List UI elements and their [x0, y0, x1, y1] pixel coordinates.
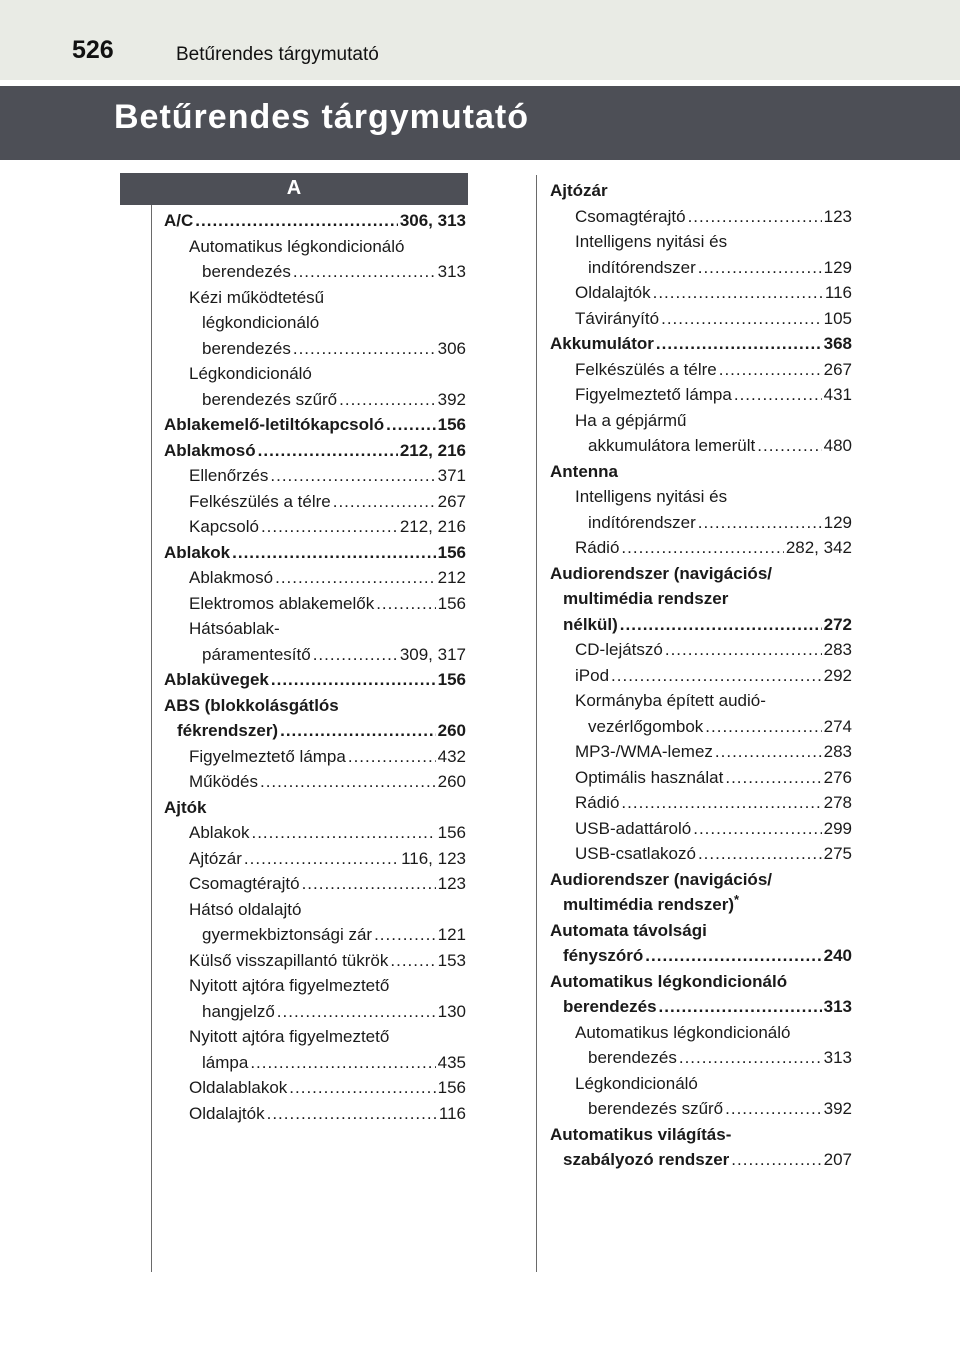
index-entry: [164, 514, 466, 540]
page-reference[interactable]: 480: [823, 436, 852, 455]
index-entry: [164, 718, 466, 744]
index-entry: [550, 229, 852, 255]
page-reference[interactable]: 129: [823, 512, 852, 532]
index-entry: [164, 285, 466, 311]
index-term: Ellenőrzés: [189, 466, 269, 485]
index-term: Kapcsoló: [189, 517, 259, 536]
index-term: Oldalajtók: [575, 283, 651, 302]
index-entry: [164, 1101, 466, 1127]
dot-leader: [715, 739, 822, 765]
index-entry: [164, 642, 466, 668]
dot-leader: [734, 382, 822, 408]
page-reference[interactable]: 306: [437, 338, 466, 358]
index-term: Optimális használat: [575, 767, 724, 787]
index-entry: [550, 535, 852, 561]
index-entry: [550, 918, 852, 944]
index-term: Elektromos ablakemelők: [189, 593, 375, 613]
page-reference[interactable]: 212, 216: [399, 517, 466, 536]
index-entry: [550, 1071, 852, 1097]
page-reference[interactable]: 212, 216: [399, 440, 466, 460]
index-term: Kézi működtetésű: [189, 287, 325, 307]
index-term: Kormányba épített audió-: [575, 691, 766, 710]
dot-leader: [244, 846, 399, 872]
dot-leader: [195, 208, 398, 234]
index-entry: [164, 795, 466, 821]
dot-leader: [374, 922, 436, 948]
index-entry: [550, 637, 852, 663]
index-term: Akkumulátor: [550, 334, 654, 353]
index-entry: [164, 234, 466, 260]
index-entry: [164, 259, 466, 285]
page-reference[interactable]: 260: [437, 772, 466, 791]
index-term: Légkondicionáló: [575, 1073, 698, 1093]
index-entry: [164, 310, 466, 336]
page-reference[interactable]: 267: [823, 359, 852, 379]
index-entry: [164, 667, 466, 693]
index-term: Rádió: [575, 793, 620, 812]
index-term: légkondicionáló: [202, 313, 320, 332]
index-entry: [164, 1075, 466, 1101]
dot-leader: [293, 336, 436, 362]
index-term: Külső visszapillantó tükrök: [189, 950, 389, 970]
index-entry: [550, 255, 852, 281]
index-column-right: [550, 178, 852, 1173]
page-reference[interactable]: 282, 342: [785, 538, 852, 557]
index-term: Ablakok: [164, 542, 231, 562]
index-term: fényszóró: [563, 946, 644, 965]
page-reference[interactable]: 267: [437, 491, 466, 511]
page-reference[interactable]: 435: [437, 1052, 466, 1072]
index-term: Csomagtérajtó: [189, 874, 300, 893]
index-entry: [164, 361, 466, 387]
index-term: berendezés: [588, 1048, 677, 1067]
dot-leader: [705, 714, 821, 740]
index-term: berendezés szűrő: [588, 1099, 724, 1118]
dot-leader: [275, 565, 436, 591]
index-term: berendezés: [563, 997, 657, 1016]
index-entry: [550, 612, 852, 638]
index-entry: [550, 459, 852, 485]
index-term: Oldalajtók: [189, 1103, 265, 1123]
index-column-left: [164, 208, 466, 1126]
dot-leader: [258, 438, 398, 464]
index-term: Rádió: [575, 538, 620, 557]
page-reference[interactable]: 121: [437, 925, 466, 944]
index-entry: [550, 1147, 852, 1173]
page-reference[interactable]: 313: [437, 262, 466, 281]
page-reference[interactable]: 313: [823, 997, 852, 1016]
page-reference[interactable]: 368: [823, 334, 852, 353]
index-term: Audiorendszer (navigációs/: [550, 869, 772, 889]
dot-leader: [693, 816, 821, 842]
page-reference[interactable]: 392: [437, 389, 466, 409]
dot-leader: [261, 514, 398, 540]
index-entry: [164, 616, 466, 642]
index-entry: [164, 693, 466, 719]
page-reference[interactable]: 123: [437, 874, 466, 893]
dot-leader: [333, 489, 436, 515]
index-term: Működés: [189, 772, 258, 791]
index-entry: [164, 820, 466, 846]
index-term: Távirányító: [575, 308, 660, 328]
page-reference[interactable]: 371: [437, 466, 466, 485]
index-entry: [550, 790, 852, 816]
index-entry: [164, 438, 466, 464]
index-term: multimédia rendszer: [563, 589, 729, 608]
page-reference[interactable]: 313: [823, 1048, 852, 1067]
page-reference[interactable]: 283: [823, 742, 852, 761]
page-reference[interactable]: 129: [823, 257, 852, 277]
index-term: Intelligens nyitási és: [575, 232, 728, 251]
index-term: berendezés: [202, 338, 291, 358]
index-term: Figyelmeztető lámpa: [189, 746, 346, 766]
index-term: Ablakok: [189, 823, 250, 842]
page-reference[interactable]: 207: [823, 1150, 852, 1169]
index-entry: [550, 765, 852, 791]
index-term: Ajtózár: [189, 848, 242, 868]
index-term: berendezés szűrő: [202, 389, 338, 409]
dot-leader: [293, 259, 436, 285]
dot-leader: [698, 255, 822, 281]
dot-leader: [267, 1101, 437, 1127]
footnote-asterisk: *: [734, 892, 740, 907]
page-reference[interactable]: 240: [823, 946, 852, 965]
running-head: Betűrendes tárgymutató: [176, 44, 379, 65]
index-term: Nyitott ajtóra figyelmeztető: [189, 1027, 390, 1046]
index-entry: [550, 663, 852, 689]
index-entry: [550, 280, 852, 306]
dot-leader: [645, 943, 821, 969]
index-term: akkumulátora lemerült: [588, 436, 756, 455]
index-term: Felkészülés a télre: [575, 359, 717, 379]
dot-leader: [280, 718, 436, 744]
index-term: berendezés: [202, 262, 291, 281]
index-term: Automatikus légkondicionáló: [189, 236, 405, 256]
index-term: MP3-/WMA-lemez: [575, 742, 713, 761]
page-reference[interactable]: 283: [823, 640, 852, 659]
index-term: Antenna: [550, 461, 618, 481]
index-term: Intelligens nyitási és: [575, 487, 728, 506]
index-term: ABS (blokkolásgátlós: [164, 695, 339, 715]
index-term: Csomagtérajtó: [575, 206, 686, 226]
page-reference[interactable]: 392: [823, 1099, 852, 1118]
index-term: hangjelző: [202, 1001, 275, 1021]
dot-leader: [757, 433, 821, 459]
dot-leader: [270, 463, 435, 489]
index-term: Ablakmosó: [164, 440, 256, 460]
page-reference[interactable]: 156: [437, 823, 466, 842]
dot-leader: [620, 612, 822, 638]
index-entry: [164, 489, 466, 515]
index-entry: [164, 769, 466, 795]
dot-leader: [611, 663, 822, 689]
index-term: Ablakemelő-letiltókapcsoló: [164, 415, 385, 434]
page-reference[interactable]: 156: [437, 542, 466, 562]
page-reference[interactable]: 116, 123: [401, 848, 466, 868]
index-term: Automatikus légkondicionáló: [550, 971, 788, 991]
page-number: 526: [72, 36, 114, 64]
index-entry: [550, 969, 852, 995]
index-entry: [164, 387, 466, 413]
title-band: [0, 86, 960, 160]
dot-leader: [698, 510, 822, 536]
index-entry: [164, 846, 466, 872]
page-reference[interactable]: 105: [823, 308, 852, 328]
index-term: Hátsó oldalajtó: [189, 899, 302, 919]
index-entry: [164, 336, 466, 362]
page-reference[interactable]: 275: [823, 844, 852, 863]
section-letter-header: A: [120, 173, 468, 205]
dot-leader: [271, 667, 436, 693]
index-entry: [550, 994, 852, 1020]
page-reference[interactable]: 156: [437, 415, 466, 434]
dot-leader: [277, 999, 436, 1025]
column-divider-rule: [536, 175, 537, 1272]
index-entry: [164, 999, 466, 1025]
index-entry: [164, 412, 466, 438]
index-entry: [550, 841, 852, 867]
index-term: A/C: [164, 211, 194, 230]
index-entry: [164, 871, 466, 897]
dot-leader: [659, 994, 822, 1020]
page-reference[interactable]: 130: [437, 1001, 466, 1021]
index-term: fékrendszer): [177, 721, 279, 740]
page-reference[interactable]: 309, 317: [399, 644, 466, 664]
index-term: lámpa: [202, 1052, 249, 1072]
page-reference[interactable]: 260: [437, 721, 466, 740]
index-entry: [550, 943, 852, 969]
dot-leader: [653, 280, 823, 306]
page-reference[interactable]: 153: [437, 950, 466, 970]
index-entry: [164, 922, 466, 948]
index-entry: [550, 331, 852, 357]
dot-leader: [656, 331, 822, 357]
index-term: Ablakmosó: [189, 568, 274, 587]
page-reference[interactable]: 278: [823, 793, 852, 812]
index-term: Nyitott ajtóra figyelmeztető: [189, 976, 390, 995]
page-title: Betűrendes tárgymutató: [114, 98, 529, 136]
page-reference[interactable]: 299: [823, 818, 852, 838]
page-reference[interactable]: 212: [437, 568, 466, 587]
dot-leader: [679, 1045, 822, 1071]
index-entry: [164, 744, 466, 770]
index-entry: [550, 739, 852, 765]
page-reference[interactable]: 306, 313: [399, 211, 466, 230]
index-entry: [550, 433, 852, 459]
index-term: Oldalablakok: [189, 1078, 288, 1097]
index-term: Figyelmeztető lámpa: [575, 385, 732, 404]
index-entry: [550, 1045, 852, 1071]
index-term: vezérlőgombok: [588, 716, 704, 736]
dot-leader: [313, 642, 398, 668]
page-reference[interactable]: 116: [438, 1103, 466, 1123]
index-term: nélkül): [563, 614, 618, 634]
index-term: CD-lejátszó: [575, 640, 663, 659]
page-reference[interactable]: 274: [823, 716, 852, 736]
index-term: indítórendszer: [588, 257, 696, 277]
left-margin-rule: [151, 175, 152, 1272]
page-reference[interactable]: 156: [437, 670, 466, 689]
index-term: Audiorendszer (navigációs/: [550, 563, 772, 583]
index-entry: [550, 714, 852, 740]
index-term: USB-adattároló: [575, 818, 692, 838]
index-entry: [550, 892, 852, 918]
header-strip: [0, 0, 960, 80]
index-entry: [550, 510, 852, 536]
page-reference[interactable]: 123: [823, 206, 852, 226]
dot-leader: [302, 871, 436, 897]
index-term: Ablaküvegek: [164, 670, 269, 689]
index-entry: [164, 1050, 466, 1076]
index-term: indítórendszer: [588, 512, 696, 532]
index-term: Légkondicionáló: [189, 364, 312, 383]
dot-leader: [250, 1050, 435, 1076]
index-entry: [550, 204, 852, 230]
dot-leader: [698, 841, 822, 867]
index-entry: [550, 561, 852, 587]
dot-leader: [731, 1147, 821, 1173]
index-entry: [164, 208, 466, 234]
dot-leader: [661, 306, 822, 332]
dot-leader: [376, 591, 435, 617]
dot-leader: [251, 820, 435, 846]
index-term: Automatikus világítás-: [550, 1124, 732, 1144]
index-term: Ajtók: [164, 797, 207, 817]
dot-leader: [725, 765, 821, 791]
index-entry: [164, 540, 466, 566]
dot-leader: [390, 948, 435, 974]
dot-leader: [688, 204, 822, 230]
index-entry: [550, 408, 852, 434]
index-entry: [550, 1122, 852, 1148]
dot-leader: [665, 637, 822, 663]
index-entry: [164, 565, 466, 591]
dot-leader: [719, 357, 822, 383]
dot-leader: [339, 387, 435, 413]
index-entry: [164, 897, 466, 923]
dot-leader: [289, 1075, 435, 1101]
index-entry: [550, 1020, 852, 1046]
dot-leader: [621, 790, 821, 816]
index-entry: [164, 591, 466, 617]
page-reference[interactable]: 156: [437, 1078, 466, 1097]
page-reference[interactable]: 431: [823, 385, 852, 404]
dot-leader: [725, 1096, 821, 1122]
index-entry: [550, 688, 852, 714]
dot-leader: [232, 540, 435, 566]
index-term: iPod: [575, 665, 610, 685]
index-term: Ha a gépjármű: [575, 410, 687, 430]
dot-leader: [621, 535, 783, 561]
index-entry: [550, 306, 852, 332]
page-reference[interactable]: 272: [823, 614, 852, 634]
index-term: Hátsóablak-: [189, 619, 280, 638]
page-reference[interactable]: 116: [824, 283, 852, 302]
index-entry: [550, 816, 852, 842]
page-reference[interactable]: 156: [437, 593, 466, 613]
index-entry: [550, 178, 852, 204]
index-term: páramentesítő: [202, 644, 311, 664]
index-entry: [550, 867, 852, 893]
page-reference[interactable]: 276: [823, 767, 852, 787]
dot-leader: [260, 769, 436, 795]
page-reference[interactable]: 292: [823, 665, 852, 685]
index-entry: [550, 382, 852, 408]
index-entry: [164, 973, 466, 999]
index-entry: [164, 463, 466, 489]
index-term: gyermekbiztonsági zár: [202, 925, 373, 944]
index-term: Felkészülés a télre: [189, 491, 331, 511]
index-term: Automatikus légkondicionáló: [575, 1022, 791, 1042]
index-term: multimédia rendszer): [563, 895, 734, 914]
index-entry: [550, 484, 852, 510]
index-term: USB-csatlakozó: [575, 844, 696, 863]
index-entry: [164, 948, 466, 974]
index-term: szabályozó rendszer: [563, 1150, 730, 1169]
dot-leader: [386, 412, 436, 438]
index-term: Automata távolsági: [550, 920, 707, 940]
index-term: Ajtózár: [550, 181, 608, 200]
page-reference[interactable]: 432: [437, 746, 466, 766]
index-entry: [164, 1024, 466, 1050]
index-entry: [550, 357, 852, 383]
index-entry: [550, 1096, 852, 1122]
dot-leader: [348, 744, 436, 770]
index-entry: [550, 586, 852, 612]
